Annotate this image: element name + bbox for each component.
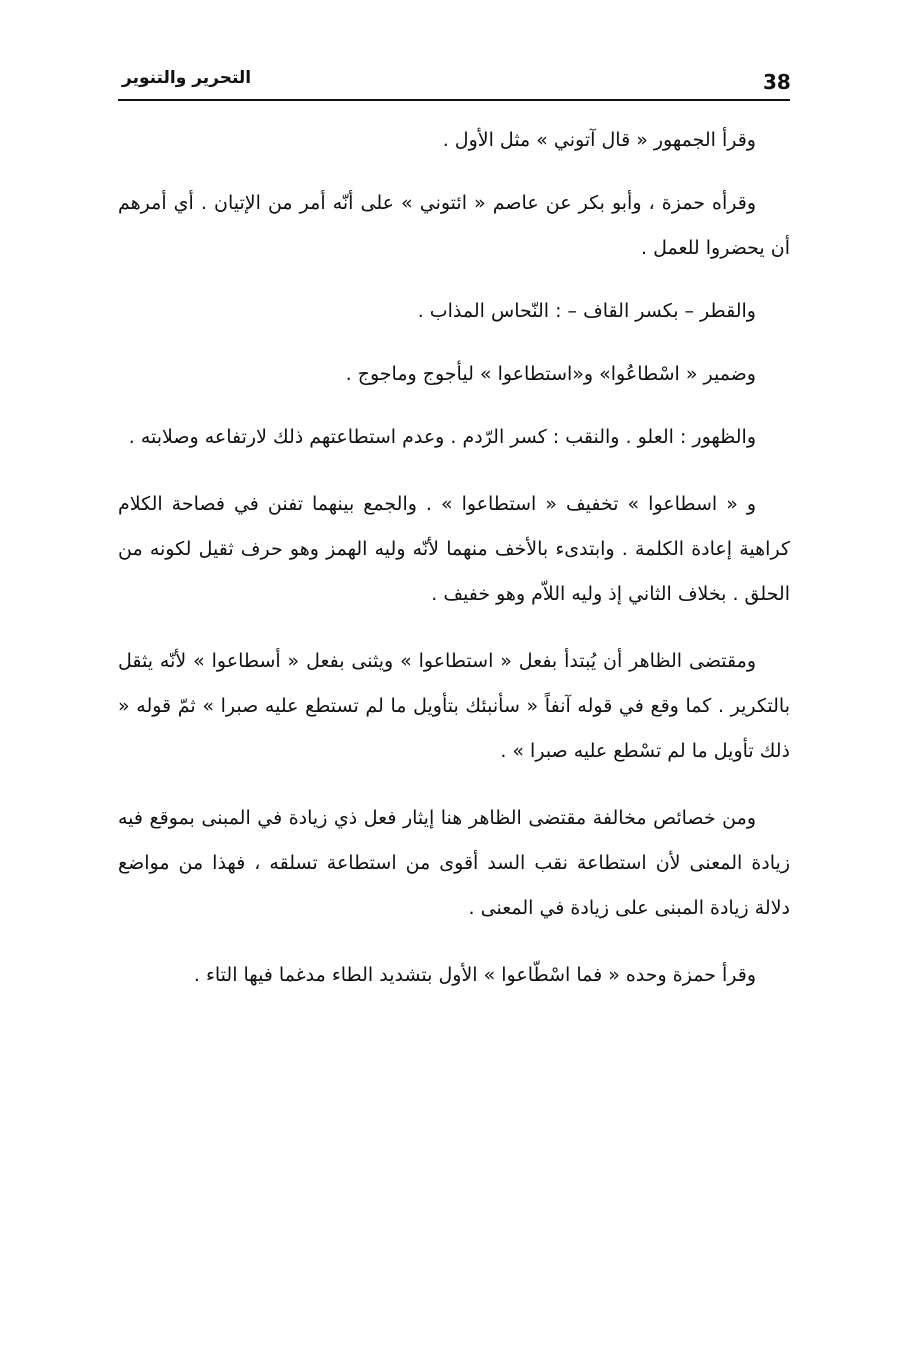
header-rule bbox=[118, 99, 790, 101]
page-number: 38 bbox=[763, 70, 791, 94]
paragraph: وقرأ حمزة وحده « فما اسْطّاعوا » الأول بتشديد الطاء مدغما فيها التاء . bbox=[193, 964, 756, 986]
page-header bbox=[118, 66, 790, 96]
paragraph: والقطر – بكسر القاف – : النّحاس المذاب . bbox=[417, 300, 756, 322]
paragraph: والظهور : العلو . والنقب : كسر الرّدم . وعدم استطاعتهم ذلك لارتفاعه وصلابته . bbox=[128, 426, 756, 448]
paragraph: وضمير « اسْطاعُوا» و«استطاعوا » ليأجوج وماجوج . bbox=[345, 363, 756, 385]
paragraph: وقرأ الجمهور « قال آتوني » مثل الأول . bbox=[442, 129, 756, 151]
paragraph: وقرأه حمزة ، وأبو بكر عن عاصم « ائتوني » على أنّه أمر من الإتيان . أي أمرهم أن يحضروا للعمل . bbox=[118, 192, 790, 259]
paragraph: و « اسطاعوا » تخفيف « استطاعوا » . والجمع بينهما تفنن في فصاحة الكلام كراهية إعادة الكلمة . وابتدىء بالأخف منهما لأنّه وليه الهمز وهو حرف ثقيل لكونه من الحلق . بخلاف الثاني إذ وليه اللاّم وهو خفيف . bbox=[118, 493, 790, 605]
paragraph: ومقتضى الظاهر أن يُبتدأ بفعل « استطاعوا » ويثنى بفعل « أسطاعوا » لأنّه يثقل بالتكرير . كما وقع في قوله آنفاً « سأنبئك بتأويل ما لم تستطع عليه صبرا » ثمّ قوله « ذلك تأويل ما لم تسْطع عليه صبرا » . bbox=[118, 650, 790, 762]
paragraph: ومن خصائص مخالفة مقتضى الظاهر هنا إيثار فعل ذي زيادة في المبنى بموقع فيه زيادة المعنى لأن استطاعة نقب السد أقوى من استطاعة تسلقه ، فهذا من مواضع دلالة زيادة المبنى على زيادة في المعنى . bbox=[118, 807, 790, 919]
body-text bbox=[118, 118, 790, 998]
running-title: التحرير والتنوير bbox=[122, 68, 252, 88]
